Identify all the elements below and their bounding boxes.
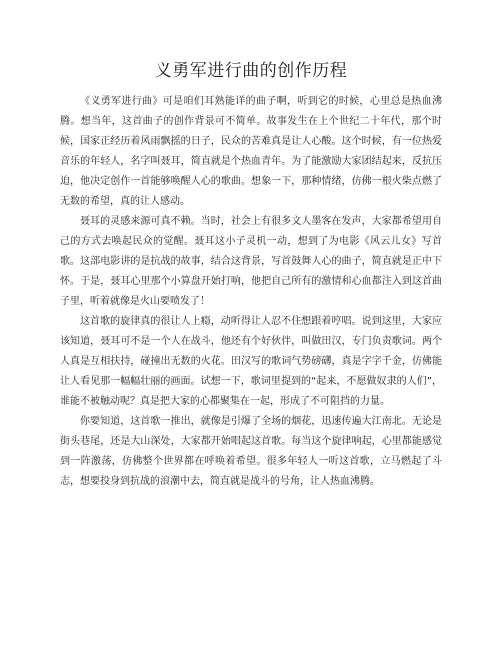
document-body [60,92,442,492]
paragraph-4: 你要知道，这首歌一推出，就像是引爆了全场的烟花，迅速传遍大江南北。无论是街头巷尾，还是大山深处，大家都开始唱起这首歌。每当这个旋律响起，心里都能感觉到一阵激荡，仿佛整个世界都在呼唤着希望。很多年轻人一听这首歌，立马燃起了斗志，想要投身到抗战的浪潮中去，简直就是战斗的号角，让人热血沸腾。 [60,416,442,487]
paragraph-1: 《义勇军进行曲》可是咱们耳熟能详的曲子啊，听到它的时候，心里总是热血沸腾。想当年，这首曲子的创作背景可不简单。故事发生在上个世纪二十年代，那个时候，国家正经历着风雨飘摇的日子，民众的苦难真是让人心酸。这个时候，有一位热爱音乐的年轻人，名字叫聂耳，简直就是个热血青年。为了能激励大家团结起来，反抗压迫，他决定创作一首能够唤醒人心的歌曲。想象一下，那种情绪，仿佛一根火柴点燃了无数的希望，真的让人感动。 [60,96,442,207]
document-title: 义勇军进行曲的创作历程 [154,61,348,81]
paragraph-2: 聂耳的灵感来源可真不赖。当时，社会上有很多文人墨客在发声，大家都希望用自己的方式去唤起民众的觉醒。聂耳这小子灵机一动，想到了为电影《风云儿女》写首歌。这部电影讲的是抗战的故事，结合这背景，写首鼓舞人心的曲子，简直就是正中下怀。于是，聂耳心里那个小算盘开始打响，他把自己所有的激情和心血都注入到这首曲子里，听着就像是火山要喷发了！ [60,216,442,307]
paragraph-3: 这首歌的旋律真的很让人上瘾，动听得让人忍不住想跟着哼唱。说到这里，大家应该知道，聂耳可不是一个人在战斗，他还有个好伙伴，叫做田汉，专门负责歌词。两个人真是互相扶持，碰撞出无数的火花。田汉写的歌词气势磅礴，真是字字千金，仿佛能让人看见那一幅幅壮丽的画面。试想一下，歌词里提到的“起来，不愿做奴隶的人们”，谁能不被触动呢？真是把大家的心都聚集在一起，形成了不可阻挡的力量。 [60,316,442,407]
